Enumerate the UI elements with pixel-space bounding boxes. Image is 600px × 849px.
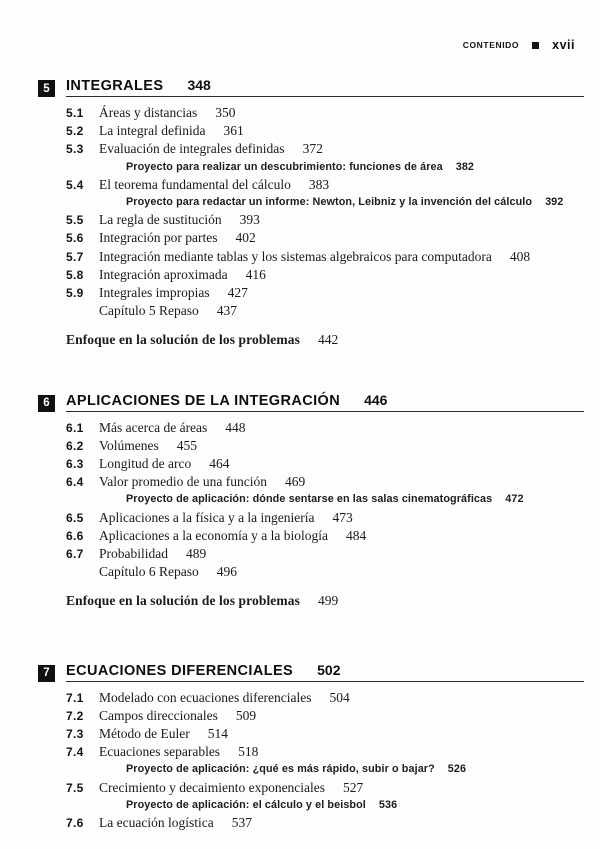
square-bullet-icon [532, 42, 539, 49]
section-title: Más acerca de áreas [99, 419, 208, 435]
section-number: 5.3 [66, 142, 84, 157]
focus-title: Enfoque en la solución de los problemas [66, 593, 300, 609]
section-title: Probabilidad [99, 546, 168, 562]
chapter-number-badge: 7 [38, 665, 55, 682]
section-page-number: 489 [186, 546, 207, 562]
section-page-number: 372 [302, 141, 323, 157]
section-number: 7.5 [66, 780, 84, 795]
chapter-heading-rule [66, 662, 584, 682]
section-number: 5.5 [66, 213, 84, 228]
section-title: El teorema fundamental del cálculo [99, 176, 291, 192]
section-row [66, 284, 584, 302]
focus-page-number: 499 [317, 593, 339, 609]
running-header [463, 38, 575, 52]
chapter [38, 662, 584, 833]
chapter-heading [38, 77, 584, 97]
section-page-number: 469 [284, 474, 306, 490]
section-number: 6.3 [66, 457, 84, 472]
section-title: Ecuaciones separables [99, 744, 221, 760]
project-row [66, 797, 584, 814]
review-title: Capítulo 6 Repaso [99, 564, 199, 580]
section-title: Integración mediante tablas y los sistemas algebraicos para computadora [99, 248, 492, 264]
review-row [66, 302, 584, 319]
chapter-heading-rule [66, 77, 584, 97]
section-row [66, 176, 584, 194]
project-row [66, 491, 584, 508]
section-number: 7.2 [66, 708, 84, 723]
section-page-number: 509 [235, 707, 257, 723]
project-row [66, 761, 584, 778]
chapter-number-badge: 6 [38, 395, 55, 412]
section-number: 6.5 [66, 510, 84, 525]
chapter-title: INTEGRALES [66, 78, 164, 94]
section-title: Integrales impropias [99, 285, 210, 301]
section-title: La integral definida [99, 123, 206, 139]
section-row [66, 509, 584, 527]
section-page-number: 455 [176, 437, 197, 453]
section-number: 5.2 [66, 124, 84, 139]
section-number: 6.6 [66, 528, 84, 543]
section-page-number: 504 [329, 689, 350, 705]
project-page-number: 472 [505, 493, 524, 506]
section-number: 5.7 [66, 249, 84, 264]
header-contenido-label: CONTENIDO [462, 40, 520, 50]
section-row [66, 707, 584, 725]
section-page-number: 484 [346, 527, 367, 543]
project-page-number: 526 [447, 763, 467, 776]
section-row [66, 455, 584, 473]
section-title: Valor promedio de una función [99, 474, 267, 490]
focus-title: Enfoque en la solución de los problemas [66, 332, 300, 348]
section-title: Modelado con ecuaciones diferenciales [99, 689, 312, 705]
project-title: Proyecto de aplicación: el cálculo y el beisbol [126, 798, 366, 811]
chapter-number-badge: 5 [38, 80, 55, 97]
review-row [66, 563, 584, 580]
section-row [66, 122, 584, 140]
section-page-number: 416 [245, 266, 266, 282]
section-page-number: 427 [227, 285, 248, 301]
section-title: Áreas y distancias [99, 105, 198, 120]
section-title: La regla de sustitución [99, 212, 222, 228]
section-row [66, 725, 584, 743]
section-title: Longitud de arco [99, 456, 192, 472]
header-page-number: xvii [552, 38, 575, 52]
project-title: Proyecto de aplicación: dónde sentarse en las salas cinematográficas [126, 493, 493, 506]
section-title: Crecimiento y decaimiento exponenciales [99, 779, 326, 795]
section-number: 6.1 [66, 420, 84, 435]
section-list [66, 689, 584, 833]
section-page-number: 537 [231, 815, 252, 831]
section-row [66, 779, 584, 797]
section-number: 7.1 [66, 690, 84, 705]
review-page-number: 437 [216, 303, 237, 319]
review-page-number: 496 [216, 564, 237, 580]
section-title: Volúmenes [99, 437, 159, 453]
chapter-title: APLICACIONES DE LA INTEGRACIÓN [66, 392, 341, 409]
section-row [66, 266, 584, 284]
section-page-number: 527 [343, 779, 364, 795]
focus-page-number: 442 [317, 332, 339, 348]
section-row [66, 248, 584, 266]
section-page-number: 514 [207, 726, 228, 742]
focus-row [66, 592, 584, 609]
section-number: 7.4 [66, 745, 84, 760]
section-row [66, 104, 584, 122]
section-number: 6.4 [66, 475, 84, 490]
section-page-number: 350 [215, 105, 236, 120]
project-page-number: 382 [455, 160, 475, 173]
section-row [66, 527, 584, 545]
focus-row [66, 331, 584, 348]
project-title: Proyecto para realizar un descubrimiento: funciones de área [126, 160, 443, 173]
section-row [66, 743, 584, 761]
section-row [66, 140, 584, 158]
section-number: 7.6 [66, 816, 84, 831]
section-title: Campos direccionales [99, 707, 218, 723]
project-title: Proyecto para redactar un informe: Newton, Leibniz y la invención del cálculo [126, 196, 533, 209]
section-row [66, 229, 584, 247]
section-page-number: 473 [332, 509, 353, 525]
section-page-number: 361 [223, 123, 244, 139]
section-row [66, 689, 584, 707]
section-page-number: 402 [235, 230, 256, 246]
section-page-number: 408 [509, 248, 531, 264]
section-list [66, 419, 584, 581]
project-row [66, 159, 584, 176]
section-list [66, 104, 584, 319]
section-number: 6.2 [66, 438, 84, 453]
chapter-page-number: 502 [317, 661, 341, 678]
section-title: La ecuación logística [99, 815, 214, 831]
chapter-title: ECUACIONES DIFERENCIALES [66, 662, 294, 679]
section-page-number: 448 [225, 419, 246, 435]
section-page-number: 393 [239, 212, 260, 228]
section-title: Integración por partes [99, 230, 218, 246]
section-title: Método de Euler [99, 726, 190, 742]
project-page-number: 536 [378, 798, 398, 811]
section-title: Aplicaciones a la física y a la ingeniería [99, 509, 315, 525]
section-title: Integración aproximada [99, 266, 228, 282]
section-row [66, 814, 584, 832]
review-title: Capítulo 5 Repaso [99, 303, 199, 319]
chapter-page-number: 446 [364, 391, 388, 408]
section-page-number: 383 [308, 176, 330, 192]
chapter-heading-rule [66, 392, 584, 412]
section-row [66, 419, 584, 437]
section-number: 5.1 [66, 106, 84, 120]
project-page-number: 392 [545, 196, 564, 209]
chapter-heading [38, 662, 584, 682]
section-row [66, 211, 584, 229]
section-page-number: 464 [209, 456, 230, 472]
section-number: 5.4 [66, 177, 84, 192]
section-number: 6.7 [66, 547, 84, 562]
section-row [66, 545, 584, 563]
section-number: 5.8 [66, 267, 84, 282]
section-number: 5.6 [66, 231, 84, 246]
section-title: Evaluación de integrales definidas [99, 141, 285, 157]
chapter [38, 77, 584, 349]
section-number: 7.3 [66, 727, 84, 742]
project-title: Proyecto de aplicación: ¿qué es más rápido, subir o bajar? [126, 763, 435, 776]
section-number: 5.9 [66, 286, 84, 301]
section-page-number: 518 [238, 744, 259, 760]
section-row [66, 437, 584, 455]
project-row [66, 194, 584, 211]
chapter-list [38, 77, 584, 832]
chapter-heading [38, 392, 584, 412]
chapter [38, 392, 584, 610]
section-title: Aplicaciones a la economía y a la biología [99, 527, 329, 543]
section-row [66, 473, 584, 491]
chapter-page-number: 348 [187, 77, 211, 93]
